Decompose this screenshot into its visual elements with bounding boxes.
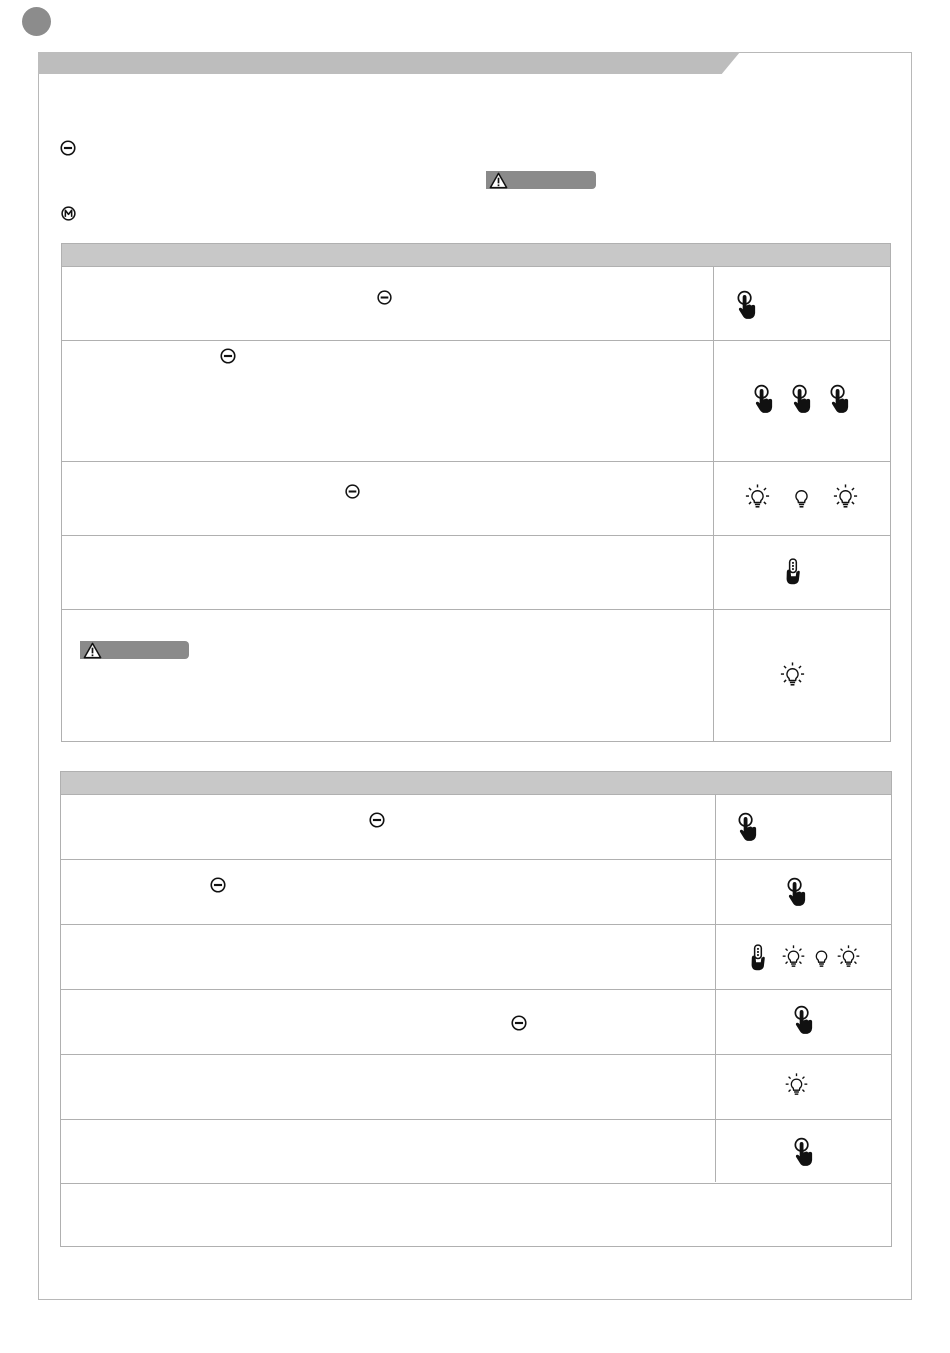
- procedure-table-2: [60, 771, 892, 1247]
- table-2-row-4: [61, 989, 891, 1054]
- press-icon: [792, 1005, 815, 1036]
- bulb-flash-icon: [743, 483, 772, 512]
- press-icon: [790, 384, 813, 415]
- bulb-flash-icon: [783, 1072, 810, 1099]
- table-2-row-2: [61, 859, 891, 924]
- warning-tag: [486, 171, 596, 189]
- table-2-note-row: [61, 1183, 891, 1248]
- press-icon: [736, 812, 759, 843]
- table-2-row-3: [61, 924, 891, 989]
- table-2-row-6: [61, 1119, 891, 1184]
- minus-button-icon: [368, 811, 386, 829]
- procedure-table-1: [61, 243, 891, 742]
- table-1-row-5: [62, 609, 890, 742]
- press-icon: [785, 877, 808, 908]
- table-2-row-5: [61, 1054, 891, 1119]
- warning-tag: [80, 641, 189, 659]
- bulb-flash-icon: [831, 483, 860, 512]
- table-1-row-3: [62, 461, 890, 535]
- table-1-header: [62, 244, 890, 266]
- remote-hand-icon: [782, 557, 803, 586]
- press-icon: [828, 384, 851, 415]
- section-number-badge: [22, 7, 51, 36]
- bulb-flash-icon: [780, 944, 807, 971]
- table-1-row-1: [62, 266, 890, 340]
- table-1-row-4: [62, 535, 890, 609]
- remote-hand-icon: [747, 943, 768, 972]
- table-1-row-2: [62, 340, 890, 461]
- section-title-banner: [38, 52, 740, 74]
- bulb-off-icon: [808, 944, 835, 971]
- warning-triangle-icon: [82, 642, 103, 659]
- bulb-flash-icon: [778, 661, 807, 690]
- minus-button-icon: [376, 289, 393, 306]
- minus-button-icon: [219, 347, 237, 365]
- bulb-off-icon: [787, 483, 816, 512]
- press-icon: [792, 1137, 815, 1168]
- minus-button-icon: [344, 483, 361, 500]
- minus-button-icon: [209, 876, 227, 894]
- warning-triangle-icon: [488, 172, 509, 189]
- press-icon: [735, 290, 758, 321]
- m-button-icon: [60, 205, 77, 222]
- bulb-flash-icon: [835, 944, 862, 971]
- minus-button-icon: [59, 139, 77, 157]
- table-2-row-1: [61, 794, 891, 859]
- minus-button-icon: [510, 1014, 528, 1032]
- press-icon: [752, 384, 775, 415]
- table-2-header: [61, 772, 891, 794]
